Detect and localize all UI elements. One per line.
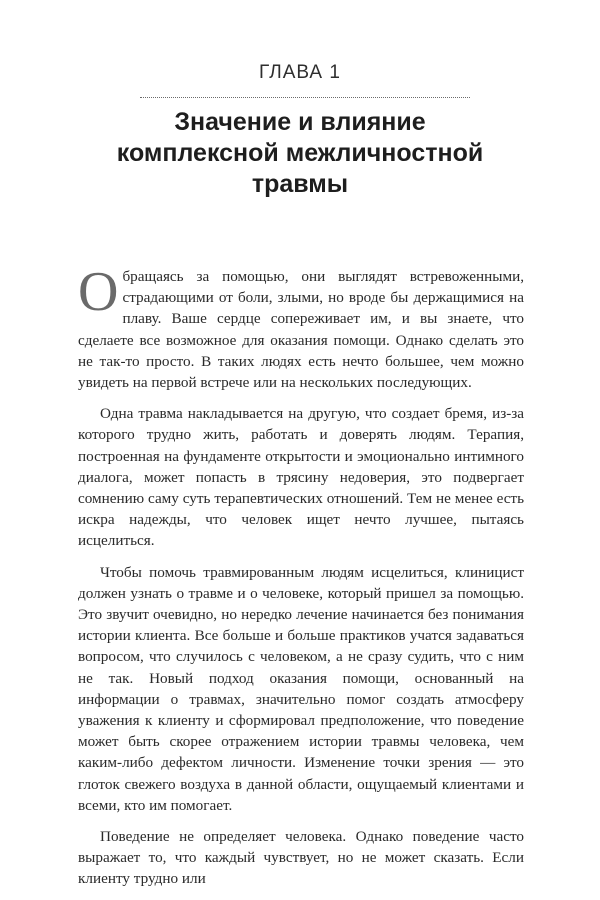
chapter-label: ГЛАВА 1 xyxy=(259,62,341,83)
paragraph: Одна травма накладывается на другую, что создает бремя, из-за которого трудно жить, работать и доверять людям. Терапия, построенная на фундаменте открытости и эмоционально интимного диалога, может попасть в трясину недоверия, это подвергает сомнению саму суть терапевтических отношений. Тем не менее есть искра надежды, что человек ищет нечто лучшее, пытаясь исцелиться. xyxy=(78,405,524,550)
paragraph-text: бращаясь за помощью, они выглядят встревоженными, страдающими от боли, злыми, но вроде бы держащимися на плаву. Ваше сердце сопереживает им, и вы знаете, что сделаете все возможное для оказания помощи. Однако сделать это не так-то просто. В таких людях есть нечто большее, чем можно увидеть на первой встрече или на нескольких последующих. xyxy=(78,268,524,392)
chapter-title-line: комплексной межличностной xyxy=(116,139,484,167)
chapter-divider xyxy=(140,97,470,99)
chapter-title-line: травмы xyxy=(251,170,349,198)
paragraph: Поведение не определяет человека. Однако поведение часто выражает то, что каждый чувствует, но не может сказать. Если клиенту трудно или xyxy=(78,828,524,888)
chapter-title xyxy=(60,107,540,200)
paragraph xyxy=(78,261,524,393)
body-text xyxy=(78,261,524,900)
drop-cap: О xyxy=(78,261,119,323)
chapter-title-line: Значение и влияние xyxy=(174,108,426,136)
paragraph: Чтобы помочь травмированным людям исцелиться, клиницист должен узнать о травме и о человеке, который пришел за помощью. Это звучит очевидно, но нередко лечение начинается без понимания истории клиента. Все больше и больше практиков учатся задаваться вопросом, что случилось с человеком, а не сразу судить, что с ним не так. Новый подход оказания помощи, основанный на информации о травмах, значительно помог создать атмосферу уважения к клиенту и сформировал предположение, что поведение может быть скорее отражением истории травмы человека, чем каким-либо дефектом личности. Изменение точки зрения — это глоток свежего воздуха в данной области, ощущаемый клиентами и всеми, кто им помогает. xyxy=(78,563,524,814)
